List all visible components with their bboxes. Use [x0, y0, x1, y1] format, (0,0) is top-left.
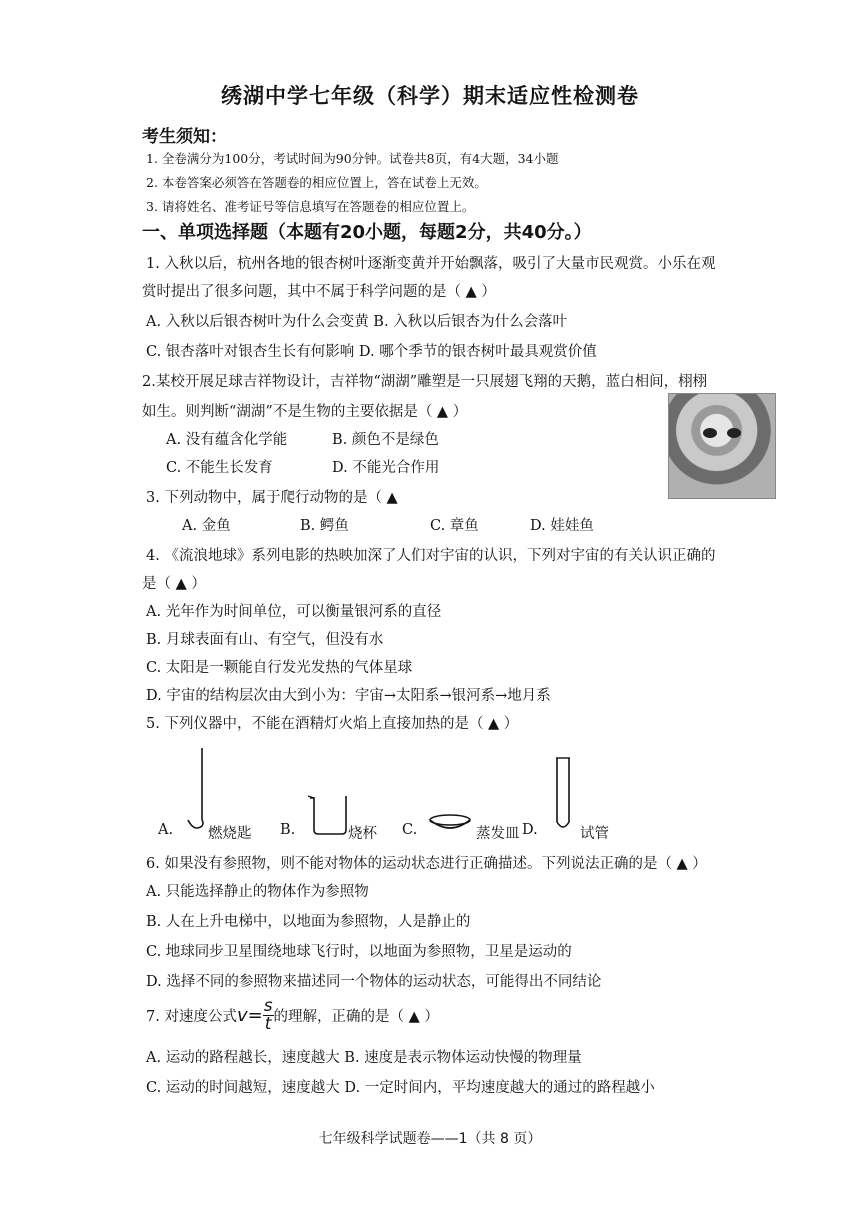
page-footer: 七年级科学试题卷——1（共 8 页）: [318, 1131, 542, 1147]
notice-item-3: 3. 请将姓名、准考证号等信息填写在答题卷的相应位置上。: [146, 199, 475, 214]
q2-stem-line1: 2.某校开展足球吉祥物设计，吉祥物“湖湖”雕塑是一只展翅飞翔的天鹅，蓝白相间，栩栩: [142, 374, 708, 390]
q7-options-cd: C. 运动的时间越短，速度越大 D. 一定时间内，平均速度越大的通过的路程越小: [146, 1080, 655, 1096]
q3-option-c: C. 章鱼: [430, 518, 479, 534]
mascot-photo: [668, 393, 776, 499]
q2-option-a: A. 没有蕴含化学能: [166, 432, 288, 448]
page-title: 绣湖中学七年级（科学）期末适应性检测卷: [221, 84, 639, 108]
q4-option-d: D. 宇宙的结构层次由大到小为：宇宙→太阳系→银河系→地月系: [146, 688, 551, 704]
q7-options-ab: A. 运动的路程越长，速度越大 B. 速度是表示物体运动快慢的物理量: [146, 1050, 582, 1066]
q7-formula-v: v=: [236, 1005, 263, 1026]
q7-suffix: 的理解，正确的是（ ▲ ）: [273, 1009, 439, 1025]
q1-options-cd: C. 银杏落叶对银杏生长有何影响 D. 哪个季节的银杏树叶最具观赏价值: [146, 344, 597, 360]
combustion-spoon-icon: [188, 748, 203, 828]
notice-item-2: 2. 本卷答案必须答在答题卷的相应位置上，答在试卷上无效。: [146, 175, 487, 190]
q5-label-b: B.: [280, 822, 296, 838]
q7-prefix: 7. 对速度公式: [146, 1009, 237, 1025]
mascot-eye-right: [727, 428, 741, 438]
q5-label-c: C.: [402, 822, 418, 838]
q7-formula-denominator: t: [264, 1014, 272, 1034]
section-heading: 一、单项选择题（本题有20小题，每题2分，共40分。）: [142, 222, 592, 243]
q1-stem-line2: 赏时提出了很多问题，其中不属于科学问题的是（ ▲ ）: [142, 284, 496, 300]
q3-option-b: B. 鳄鱼: [300, 518, 349, 534]
q4-option-b: B. 月球表面有山、有空气，但没有水: [146, 632, 384, 648]
q5-name-c: 蒸发皿: [476, 826, 520, 842]
q5-label-d: D.: [522, 822, 538, 838]
notice-item-1: 1. 全卷满分为100分，考试时间为90分钟。试卷共8页，有4大题，34小题: [146, 151, 559, 166]
q4-option-a: A. 光年作为时间单位，可以衡量银河系的直径: [146, 604, 442, 620]
notice-heading: 考生须知：: [142, 127, 227, 147]
q6-option-a: A. 只能选择静止的物体作为参照物: [146, 884, 369, 900]
q3-option-a: A. 金鱼: [182, 518, 231, 534]
mascot-eye-left: [703, 428, 717, 438]
q6-option-c: C. 地球同步卫星围绕地球飞行时，以地面为参照物，卫星是运动的: [146, 944, 572, 960]
q7-stem: [146, 998, 439, 1033]
q5-name-d: 试管: [580, 826, 609, 842]
q2-stem-line2: 如生。则判断“湖湖”不是生物的主要依据是（ ▲ ）: [142, 404, 468, 420]
q5-label-a: A.: [158, 822, 174, 838]
q4-stem-line2: 是（ ▲ ）: [142, 576, 206, 592]
q2-option-d: D. 不能光合作用: [332, 460, 440, 476]
q4-stem-line1: 4. 《流浪地球》系列电影的热映加深了人们对宇宙的认识，下列对宇宙的有关认识正确的: [146, 548, 716, 564]
test-tube-icon: [556, 758, 570, 827]
q7-formula-numerator: s: [263, 996, 273, 1016]
beaker-icon: [308, 796, 346, 834]
q1-options-ab: A. 入秋以后银杏树叶为什么会变黄 B. 入秋以后银杏为什么会落叶: [146, 314, 568, 330]
q5-stem: 5. 下列仪器中，不能在酒精灯火焰上直接加热的是（ ▲ ）: [146, 716, 519, 732]
evaporating-dish-icon: [430, 815, 470, 828]
q5-name-b: 烧杯: [348, 826, 377, 842]
q6-option-b: B. 人在上升电梯中，以地面为参照物，人是静止的: [146, 914, 471, 930]
q4-option-c: C. 太阳是一颗能自行发光发热的气体星球: [146, 660, 413, 676]
q1-stem-line1: 1. 入秋以后，杭州各地的银杏树叶逐渐变黄并开始飘落，吸引了大量市民观赏。小乐在观: [146, 256, 716, 272]
q3-stem: 3. 下列动物中，属于爬行动物的是（ ▲: [146, 490, 398, 506]
q6-stem: 6. 如果没有参照物，则不能对物体的运动状态进行正确描述。下列说法正确的是（ ▲ ）: [146, 856, 707, 872]
q6-option-d: D. 选择不同的参照物来描述同一个物体的运动状态，可能得出不同结论: [146, 974, 602, 990]
q2-option-c: C. 不能生长发育: [166, 460, 273, 476]
q2-option-b: B. 颜色不是绿色: [332, 432, 439, 448]
q5-name-a: 燃烧匙: [208, 826, 252, 842]
q7-formula-fraction: [263, 998, 274, 1033]
q3-option-d: D. 娃娃鱼: [530, 518, 594, 534]
